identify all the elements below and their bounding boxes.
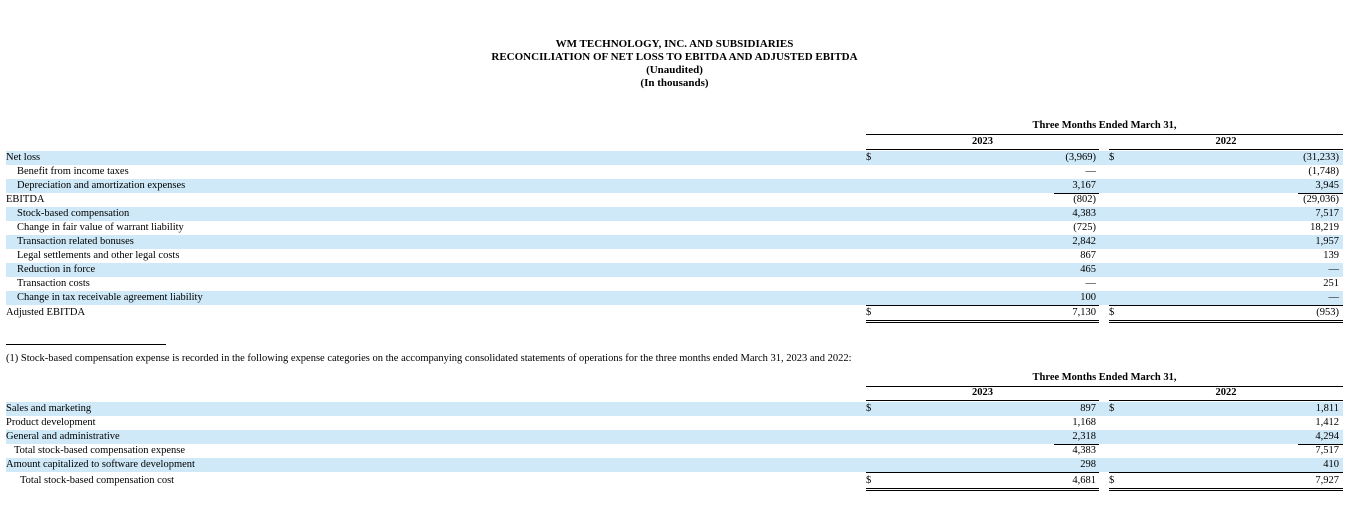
row-label: Transaction costs (17, 278, 90, 289)
value-2023: 1,168 (1072, 417, 1096, 428)
row-label: General and administrative (6, 431, 120, 442)
table-row (6, 207, 1343, 221)
table-row (6, 193, 1343, 207)
table-row (6, 474, 1343, 488)
value-2023: — (1085, 278, 1096, 289)
value-2022: (29,036) (1303, 194, 1339, 205)
currency-symbol: $ (866, 307, 872, 318)
row-label: EBITDA (6, 194, 45, 205)
value-2023: — (1085, 166, 1096, 177)
value-2022: 4,294 (1315, 431, 1339, 442)
value-2022: — (1328, 292, 1339, 303)
double-rule-2022 (1109, 488, 1343, 491)
value-2022: 7,517 (1315, 208, 1339, 219)
value-2023: 3,167 (1072, 180, 1096, 191)
units-note: (In thousands) (640, 77, 709, 89)
table2-year-2022: 2022 (1215, 387, 1237, 398)
double-rule-2023 (866, 320, 1099, 323)
footnote-rule (6, 344, 166, 345)
value-2023: 298 (1080, 459, 1096, 470)
row-label: Change in tax receivable agreement liability (17, 292, 203, 303)
company-name: WM TECHNOLOGY, INC. AND SUBSIDIARIES (555, 38, 794, 50)
table-row (6, 416, 1343, 430)
value-2023: (3,969) (1065, 152, 1096, 163)
table-row (6, 277, 1343, 291)
table-row (6, 430, 1343, 444)
row-label: Net loss (6, 152, 41, 163)
table2-year-2023: 2023 (972, 387, 993, 398)
row-label: Depreciation and amortization expenses (17, 180, 186, 191)
report-title: RECONCILIATION OF NET LOSS TO EBITDA AND ADJUSTED EBITDA (491, 51, 858, 63)
value-2022: 7,927 (1315, 475, 1339, 486)
table1-year-rule-2023 (866, 149, 1099, 150)
total-rule-2022 (1109, 472, 1343, 473)
currency-symbol: $ (1109, 403, 1115, 414)
value-2022: 139 (1323, 250, 1339, 261)
table-row (6, 291, 1343, 305)
value-2022: 1,811 (1315, 403, 1339, 414)
unaudited-note: (Unaudited) (646, 64, 703, 76)
currency-symbol: $ (1109, 475, 1115, 486)
value-2023: 2,842 (1072, 236, 1096, 247)
row-label: Sales and marketing (6, 403, 92, 414)
table-row (6, 165, 1343, 179)
value-2023: 100 (1080, 292, 1096, 303)
table1-year-2022: 2022 (1215, 136, 1237, 147)
value-2022: 7,517 (1315, 445, 1339, 456)
row-label: Adjusted EBITDA (6, 307, 86, 318)
table-row (6, 221, 1343, 235)
currency-symbol: $ (866, 403, 872, 414)
value-2023: 897 (1080, 403, 1096, 414)
value-2022: 1,957 (1315, 236, 1339, 247)
currency-symbol: $ (1109, 152, 1115, 163)
currency-symbol: $ (866, 475, 872, 486)
row-label: Change in fair value of warrant liability (17, 222, 184, 233)
value-2022: — (1328, 264, 1339, 275)
value-2023: (802) (1073, 194, 1096, 205)
value-2022: 1,412 (1315, 417, 1339, 428)
table1-year-rule-2022 (1109, 149, 1343, 150)
table-row (6, 444, 1343, 458)
row-label: Stock-based compensation (17, 208, 130, 219)
value-2022: 251 (1323, 278, 1339, 289)
table-row (6, 306, 1343, 320)
table1-year-2023: 2023 (972, 136, 993, 147)
table1-period-header: Three Months Ended March 31, (1032, 120, 1177, 131)
value-2023: 7,130 (1072, 307, 1096, 318)
currency-symbol: $ (866, 152, 872, 163)
value-2023: 4,681 (1072, 475, 1096, 486)
total-rule-2023 (866, 472, 1099, 473)
value-2022: (953) (1316, 307, 1339, 318)
table-row (6, 263, 1343, 277)
value-2022: (31,233) (1303, 152, 1339, 163)
value-2022: (1,748) (1308, 166, 1339, 177)
row-label: Amount capitalized to software development (6, 459, 195, 470)
table-row (6, 179, 1343, 193)
table-row (6, 151, 1343, 165)
value-2023: 4,383 (1072, 208, 1096, 219)
table-row (6, 458, 1343, 472)
row-label: Total stock-based compensation cost (20, 475, 175, 486)
row-label: Legal settlements and other legal costs (17, 250, 180, 261)
value-2023: 465 (1080, 264, 1096, 275)
value-2023: 4,383 (1072, 445, 1096, 456)
table1-header-rule (866, 134, 1343, 135)
row-label: Benefit from income taxes (17, 166, 129, 177)
row-label: Reduction in force (17, 264, 96, 275)
value-2023: 867 (1080, 250, 1096, 261)
value-2022: 18,219 (1310, 222, 1339, 233)
currency-symbol: $ (1109, 307, 1115, 318)
table2-year-rule-2023 (866, 400, 1099, 401)
table2-year-rule-2022 (1109, 400, 1343, 401)
table-row (6, 235, 1343, 249)
row-label: Product development (6, 417, 96, 428)
value-2023: (725) (1073, 222, 1096, 233)
value-2022: 410 (1323, 459, 1339, 470)
table-row (6, 402, 1343, 416)
double-rule-2022 (1109, 320, 1343, 323)
value-2022: 3,945 (1315, 180, 1339, 191)
row-label: Transaction related bonuses (17, 236, 134, 247)
table-row (6, 249, 1343, 263)
value-2023: 2,318 (1072, 431, 1096, 442)
table2-period-header: Three Months Ended March 31, (1032, 372, 1177, 383)
footnote-text: (1) Stock-based compensation expense is recorded in the following expense categories on the accompanying consolidated statements of operations for the three months ended March 31, 2023 and 2022: (6, 353, 852, 364)
row-label: Total stock-based compensation expense (14, 445, 186, 456)
double-rule-2023 (866, 488, 1099, 491)
